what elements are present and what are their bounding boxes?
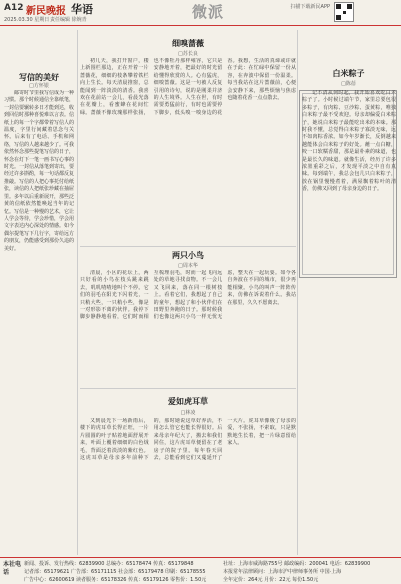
issue-date: 2025.03.30 星期日 bbox=[4, 17, 50, 23]
article-body: 记不清从何时起，我开始喜欢吃白米粽子了。小时候过端午节，家里总要包很多粽子，有肉粽、豆沙粽、蛋黄粽，唯独白米粽子最不受欢迎。母亲却偏爱白米粽子，她说白米粽子最能吃出米的本味。那时我不懂，总觉得白米粽子寡淡无味，远不如肉粽香浓。如今年岁渐长，反倒越来越能体会白米粽子的好处。蘸一点白糖，咬一口软糯香甜，那是最朴素的味道，也是最长久的味道。就像生活，经历了许多浓墨重彩之后，才发现平淡之中自有真味。每到端午，我总会包几只白米粽子，放在锅里慢慢煮着，满屋飘着粽叶的清香，仿佛又回到了母亲身边的日子。 bbox=[302, 90, 396, 193]
article-title: 两只小鸟 bbox=[172, 250, 204, 260]
article-title: 白米粽子 bbox=[332, 68, 365, 78]
column-divider bbox=[77, 30, 78, 555]
footer-address-line: 社址：上海市威海路755号 邮政编码：200041 电话：62839900 bbox=[223, 561, 371, 567]
footer-contact-line: 记者部：65179621 广告部：65171115 社会部：65179478 印刷：65178555 bbox=[24, 569, 206, 575]
page-header bbox=[0, 0, 401, 26]
article-title: 细嗅蔷薇 bbox=[172, 38, 204, 48]
article-author: □方怀银 bbox=[29, 83, 49, 89]
section-name: 华语 bbox=[71, 3, 93, 16]
app-download-text: 扫描下载新民APP bbox=[290, 4, 330, 10]
article-title: 写信的美好 bbox=[19, 72, 59, 82]
article-author: □林凌 bbox=[180, 410, 196, 416]
footer-address-line: 全年定价：264元 月价：22元 每份1.50元 bbox=[223, 577, 319, 583]
article-body: 初几天，我打开窗户，楼上新围栏那边，正在开着一片蔷薇花，细细的枝条攀着铁栏向上生长。每天清晨推窗，总能闻到一阵淡淡的清香。我喜欢在花前站一会儿，看晨光落在花瓣上，看蜜蜂在花间忙碌。蔷薇不像玫瑰那样张扬，也不像牡丹那样雍容，它只是安静地开着，把最好的时光留给懂得欣赏的人。心有猛虎，细嗅蔷薇。这是一句被人反复引用的诗句，说的是刚柔并济的人生境界。人生在世，有时需要勇猛前行，有时也需要停下脚步，低头嗅一嗅身边的花香。我想，生活的真谛或许就在于此：在忙碌中保留一份从容，在奔波中保留一份温柔。每当我站在这片蔷薇前，心便会安静下来，那些烦恼与焦虑也随着花香一点点散去。 bbox=[80, 58, 296, 116]
section-divider bbox=[80, 246, 296, 247]
article-body: 清晨，小区的花坛上，两只好看的小鸟在枝头跳来跳去，叽叽喳喳地叫个不停。它们的羽毛在阳光下闪着光，一只稍大些，一只稍小些，像是一对形影不离的伙伴。我停下脚步静静地看着，它们时而相互梳理羽毛，时而一起飞向远处的草地寻找食物。不一会儿又飞回来，落在同一根树枝上。看着它们，我想起了自己的童年，想起了和小伙伴们在田野里奔跑的日子。那时候我们也像这两只小鸟一样无忧无虑，整天在一起玩耍。如今各自奔波在不同的城市，很少再能相聚。小鸟的叫声一阵阵传来，仿佛在诉说着什么。我站在那里，久久不愿离去。 bbox=[80, 270, 296, 321]
article-author: □苏长良 bbox=[178, 51, 198, 57]
editor-credit: 责任编辑 徐婉青 bbox=[50, 17, 87, 23]
qr-code-icon[interactable] bbox=[334, 2, 354, 22]
article-body: 邮寄时节里我写信成为一种习惯。那个时候通信全靠纸笔，一封信要辗转多日才能到达，收到回信时那种喜悦难以言表。信纸上的每一个字都带着写信人的温度，字里行间藏着思念与关怀。后来有了电话、手机和网络，写信的人越来越少了。可我依然怀念那些提笔写信的日子，怀念在灯下一笔一画书写心事的时光。一封信从落笔到寄出，要经过许多斟酌，每一句话都反复推敲。写信的人把心事托付给纸张，读信的人把纸张珍藏在抽屉里。多年以后重新展开，那些泛黄的信纸依然能唤起当年的记忆。写信是一种慢的艺术，它让人学会等待，学会珍惜，学会用文字表达内心深处的情感。如今偶尔提笔写下几行字，寄给远方的朋友，仍能感受到那份久违的美好。 bbox=[4, 90, 74, 252]
article-title: 爱如虎耳草 bbox=[168, 396, 208, 406]
column-divider bbox=[297, 30, 298, 555]
article-body: 又到晨光下一场新雨后，楼下的虎耳草长得正旺，一片片圆圆的叶子贴着地面舒展开来，叶面上覆着细细的白色绒毛，背面泛着淡淡的紫红色。这虎耳草是母亲多年前种下的，那时她说这草好养活，不用怎么管它也能长得很好。后来母亲年纪大了，搬去和我们同住，这片虎耳草便留在了老房子的院子里。每年春天回去，总能看到它们又蔓延开了一大片。虎耳草像极了母亲的爱，不张扬，不索取，只是默默地生长着，把一片绿意留给家人。 bbox=[80, 418, 296, 462]
footer-contact-line: 广告中心：62600619 读者服务：65178326 传真：65179126 零售价：1.50元 bbox=[24, 577, 207, 583]
footer-address-line: 本报常年法律顾问：上海市沪中律师事务所 中国·上海 bbox=[223, 569, 342, 575]
article-author: □周本华 bbox=[178, 263, 198, 269]
footer-contact-line: 新闻、投诉、发行热线：62839900 总编办：65178474 传真：65179848 bbox=[24, 561, 194, 567]
paper-name: 新民晚报 bbox=[26, 6, 66, 17]
footer-label: 本社电话 bbox=[3, 561, 22, 576]
column-masthead: 微派 bbox=[192, 3, 225, 21]
section-divider bbox=[80, 388, 296, 389]
page-number: A12 bbox=[4, 3, 24, 13]
page-footer bbox=[0, 557, 401, 584]
article-author: □陈蓓 bbox=[341, 81, 356, 87]
